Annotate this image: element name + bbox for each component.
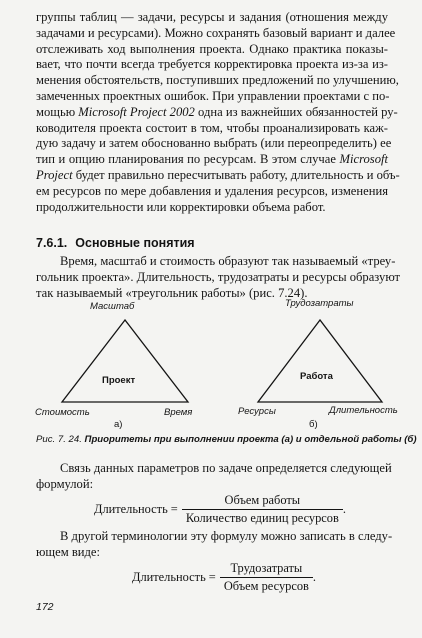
section-title: Основные понятия [75, 236, 195, 250]
text-span: будет правильно пересчитывать работу, длительность и объ- [72, 167, 400, 182]
fraction-numerator: Объем работы [224, 493, 301, 507]
product-name-italic: Project [36, 167, 73, 182]
diagram-a-center-label: Проект [102, 375, 136, 386]
text-line: задачами и ресурсами). Можно сохранять базовый вариант и далее [36, 25, 396, 40]
text-span: одна из важнейших обязанностей ру- [194, 104, 398, 119]
formula-fraction [182, 493, 343, 526]
text-line: группы таблиц — задачи, ресурсы и задания (отношения между [36, 10, 388, 24]
project-triangle [60, 318, 190, 404]
diagram-b-center-label: Работа [300, 371, 333, 382]
diagram-b-top-label: Трудозатраты [285, 298, 354, 309]
caption-text: Приоритеты при выполнении проекта (а) и отдельной работы (б) [84, 434, 417, 445]
fraction-numerator: Трудозатраты [230, 561, 303, 575]
formula-duration-2 [132, 561, 316, 594]
formula-period: . [342, 502, 346, 516]
diagram-a-right-label: Время [164, 407, 193, 418]
formula-lhs: Длительность = [94, 502, 178, 516]
figure-caption [36, 434, 417, 445]
section-heading [36, 236, 195, 250]
formula-period: . [312, 570, 316, 584]
work-triangle [256, 318, 384, 404]
terminology-paragraph [36, 529, 393, 561]
fraction-denominator: Количество единиц ресурсов [185, 511, 339, 525]
text-line: гольник проекта». Длительность, трудозатраты и ресурсы образуют [36, 269, 401, 284]
intro-paragraph [36, 254, 401, 301]
diagram-a-sub-label: а) [114, 419, 123, 430]
formula-duration-1 [94, 493, 346, 526]
caption-label: Рис. 7. 24. [36, 434, 82, 445]
triangle-outline [62, 320, 188, 402]
diagram-b-left-label: Ресурсы [238, 406, 276, 417]
text-line [36, 104, 398, 121]
text-line: Связь данных параметров по задаче определяется следующей [60, 461, 392, 475]
text-line [36, 152, 388, 168]
formula-intro-paragraph [36, 461, 392, 493]
text-line: дую задачу и затем обоснованно выбрать (или переопределить) ее [36, 136, 392, 151]
top-paragraph [36, 10, 400, 215]
triangle-outline [258, 320, 382, 402]
product-name-italic: Microsoft [339, 152, 388, 167]
text-line: продолжительности или корректировки объема работ. [36, 199, 326, 214]
text-line: ющем виде: [36, 544, 100, 559]
text-line: отслеживать ход выполнения проекта. Однако практика показы- [36, 41, 388, 56]
formula-fraction [220, 561, 313, 594]
text-line: ем ресурсов по мере добавления и удаления ресурсов, изменения [36, 183, 388, 198]
text-line [36, 167, 400, 184]
page-number: 172 [36, 601, 54, 613]
diagram-a-left-label: Стоимость [35, 407, 90, 418]
text-line: ководителя проекта состоит в том, чтобы проанализировать каж- [36, 120, 388, 135]
product-name-italic: Microsoft Project 2002 [78, 104, 195, 119]
text-span: тип и опцию планирования по ресурсам. В этом случае [36, 152, 340, 167]
text-line: В другой терминологии эту формулу можно записать в следу- [60, 529, 393, 543]
diagram-b-sub-label: б) [309, 419, 318, 430]
diagram-a-top-label: Масштаб [90, 301, 135, 312]
text-line: менения обстоятельств, поступивших предложений по улучшению, [36, 73, 399, 88]
text-line: так называемый «треугольник работы» (рис. 7.24). [36, 285, 308, 300]
text-line: формулой: [36, 476, 94, 491]
diagram-b-right-label: Длительность [329, 405, 398, 416]
text-line: Время, масштаб и стоимость образуют так называемый «треу- [60, 254, 396, 268]
text-line: замеченных проектных ошибок. При управлении проектами с по- [36, 88, 390, 103]
text-span: мощью [36, 104, 79, 119]
fraction-denominator: Объем ресурсов [223, 579, 309, 593]
formula-lhs: Длительность = [132, 570, 216, 584]
section-number: 7.6.1. [36, 236, 68, 250]
text-line: вает, что почти всегда требуется корректировка проекта из-за из- [36, 57, 388, 72]
